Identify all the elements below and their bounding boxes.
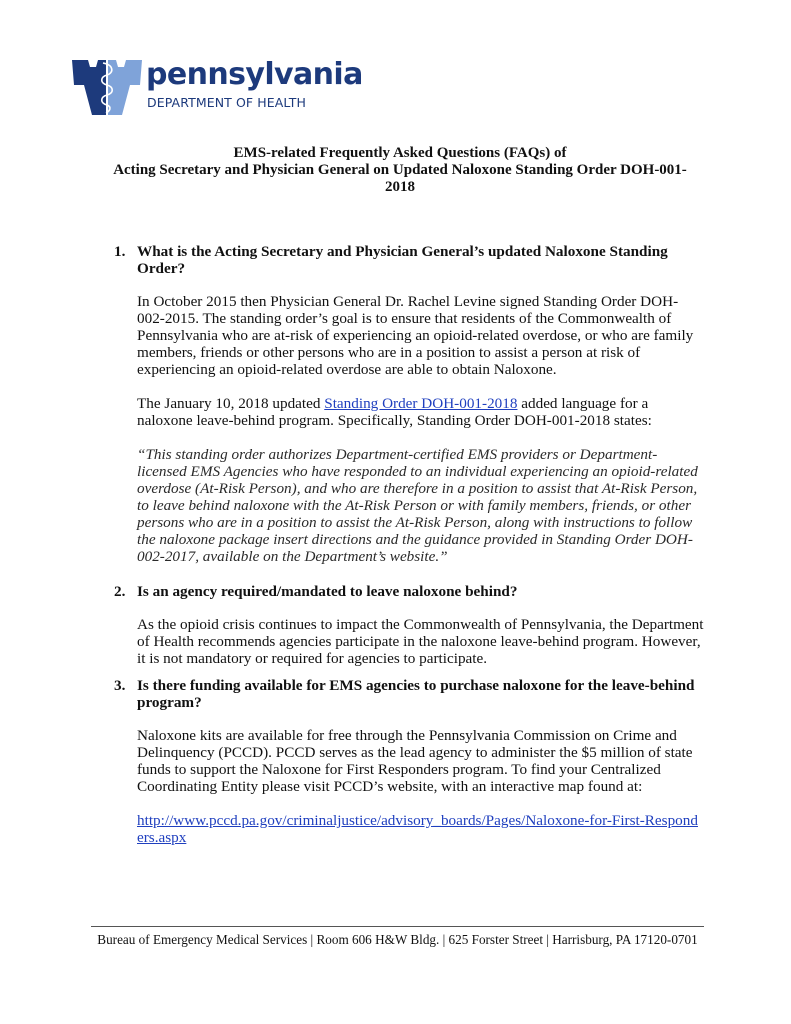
faq-answer-paragraph <box>137 395 704 429</box>
title-line-1: EMS-related Frequently Asked Questions (FAQs) of <box>233 145 567 161</box>
logo-department-subtitle: DEPARTMENT OF HEALTH <box>147 95 306 110</box>
faq-answer <box>137 616 704 667</box>
footer-address: Bureau of Emergency Medical Services | Room 606 H&W Bldg. | 625 Forster Street | Harrisburg, PA 17120-0701 <box>97 932 698 947</box>
faq-answer <box>137 727 704 846</box>
faq-question-text: Is an agency required/mandated to leave naloxone behind? <box>137 583 518 600</box>
logo-wordmark: pennsylvania <box>146 57 363 92</box>
faq-answer-paragraph: In October 2015 then Physician General Dr. Rachel Levine signed Standing Order DOH-002-2015. The standing order’s goal is to ensure that residents of the Commonwealth of Pennsylvania who are at-risk of experiencing an opioid-related overdose, or who are family members, friends or other persons who are in a position to assist a person at risk of experiencing an opioid-related overdose are able to obtain Naloxone. <box>137 293 694 378</box>
paragraph-text: added language for a naloxone leave-behind program. Specifically, Standing Order DOH-001-2018 states: <box>137 395 652 429</box>
faq-number: 1. <box>114 243 126 260</box>
faq-answer-paragraph: As the opioid crisis continues to impact the Commonwealth of Pennsylvania, the Department of Health recommends agencies participate in the naloxone leave-behind program. However, it is not mandatory or required for agencies to participate. <box>137 616 704 667</box>
footer-divider <box>91 926 704 927</box>
faq-answer <box>137 293 704 565</box>
faq-question <box>114 583 704 600</box>
paragraph-text: The January 10, 2018 updated <box>137 395 325 412</box>
faq-answer-paragraph <box>137 812 704 846</box>
faq-item-1 <box>114 243 704 582</box>
page-title <box>90 145 710 196</box>
faq-item-2 <box>114 583 704 684</box>
keystone-caduceus-icon <box>70 55 144 117</box>
pa-department-of-health-logo <box>70 55 363 117</box>
standing-order-link[interactable]: Standing Order DOH-001-2018 <box>324 395 518 412</box>
faq-number: 3. <box>114 677 126 694</box>
title-line-2: Acting Secretary and Physician General on Updated Naloxone Standing Order DOH-001- <box>113 162 687 178</box>
pccd-naloxone-link[interactable]: http://www.pccd.pa.gov/criminaljustice/advisory_boards/Pages/Naloxone-for-First-Responders.aspx <box>137 812 698 846</box>
faq-answer-paragraph: Naloxone kits are available for free through the Pennsylvania Commission on Crime and Delinquency (PCCD). PCCD serves as the lead agency to administer the $5 million of state funds to support the Naloxone for First Responders program. To find your Centralized Coordinating Entity please visit PCCD’s website, with an interactive map found at: <box>137 727 693 795</box>
faq-question-text: Is there funding available for EMS agencies to purchase naloxone for the leave-behind program? <box>137 677 695 711</box>
standing-order-quote: “This standing order authorizes Department-certified EMS providers or Department-licensed EMS Agencies who have responded to an individual experiencing an opioid-related overdose (At-Risk Person), and who are therefore in a position to assist that At-Risk Person, to leave behind naloxone with the At-Risk Person or with family members, friends, or other persons who are in a position to assist the At-Risk Person, along with instructions to follow the naloxone package insert directions and the guidance provided in Standing Order DOH-002-2017, available on the Department’s website.” <box>137 446 698 565</box>
faq-item-3 <box>114 677 704 863</box>
faq-question-text: What is the Acting Secretary and Physician General’s updated Naloxone Standing Order? <box>137 243 668 277</box>
faq-question <box>114 243 704 277</box>
faq-question <box>114 677 704 711</box>
faq-number: 2. <box>114 583 126 600</box>
title-line-3: 2018 <box>385 179 415 195</box>
